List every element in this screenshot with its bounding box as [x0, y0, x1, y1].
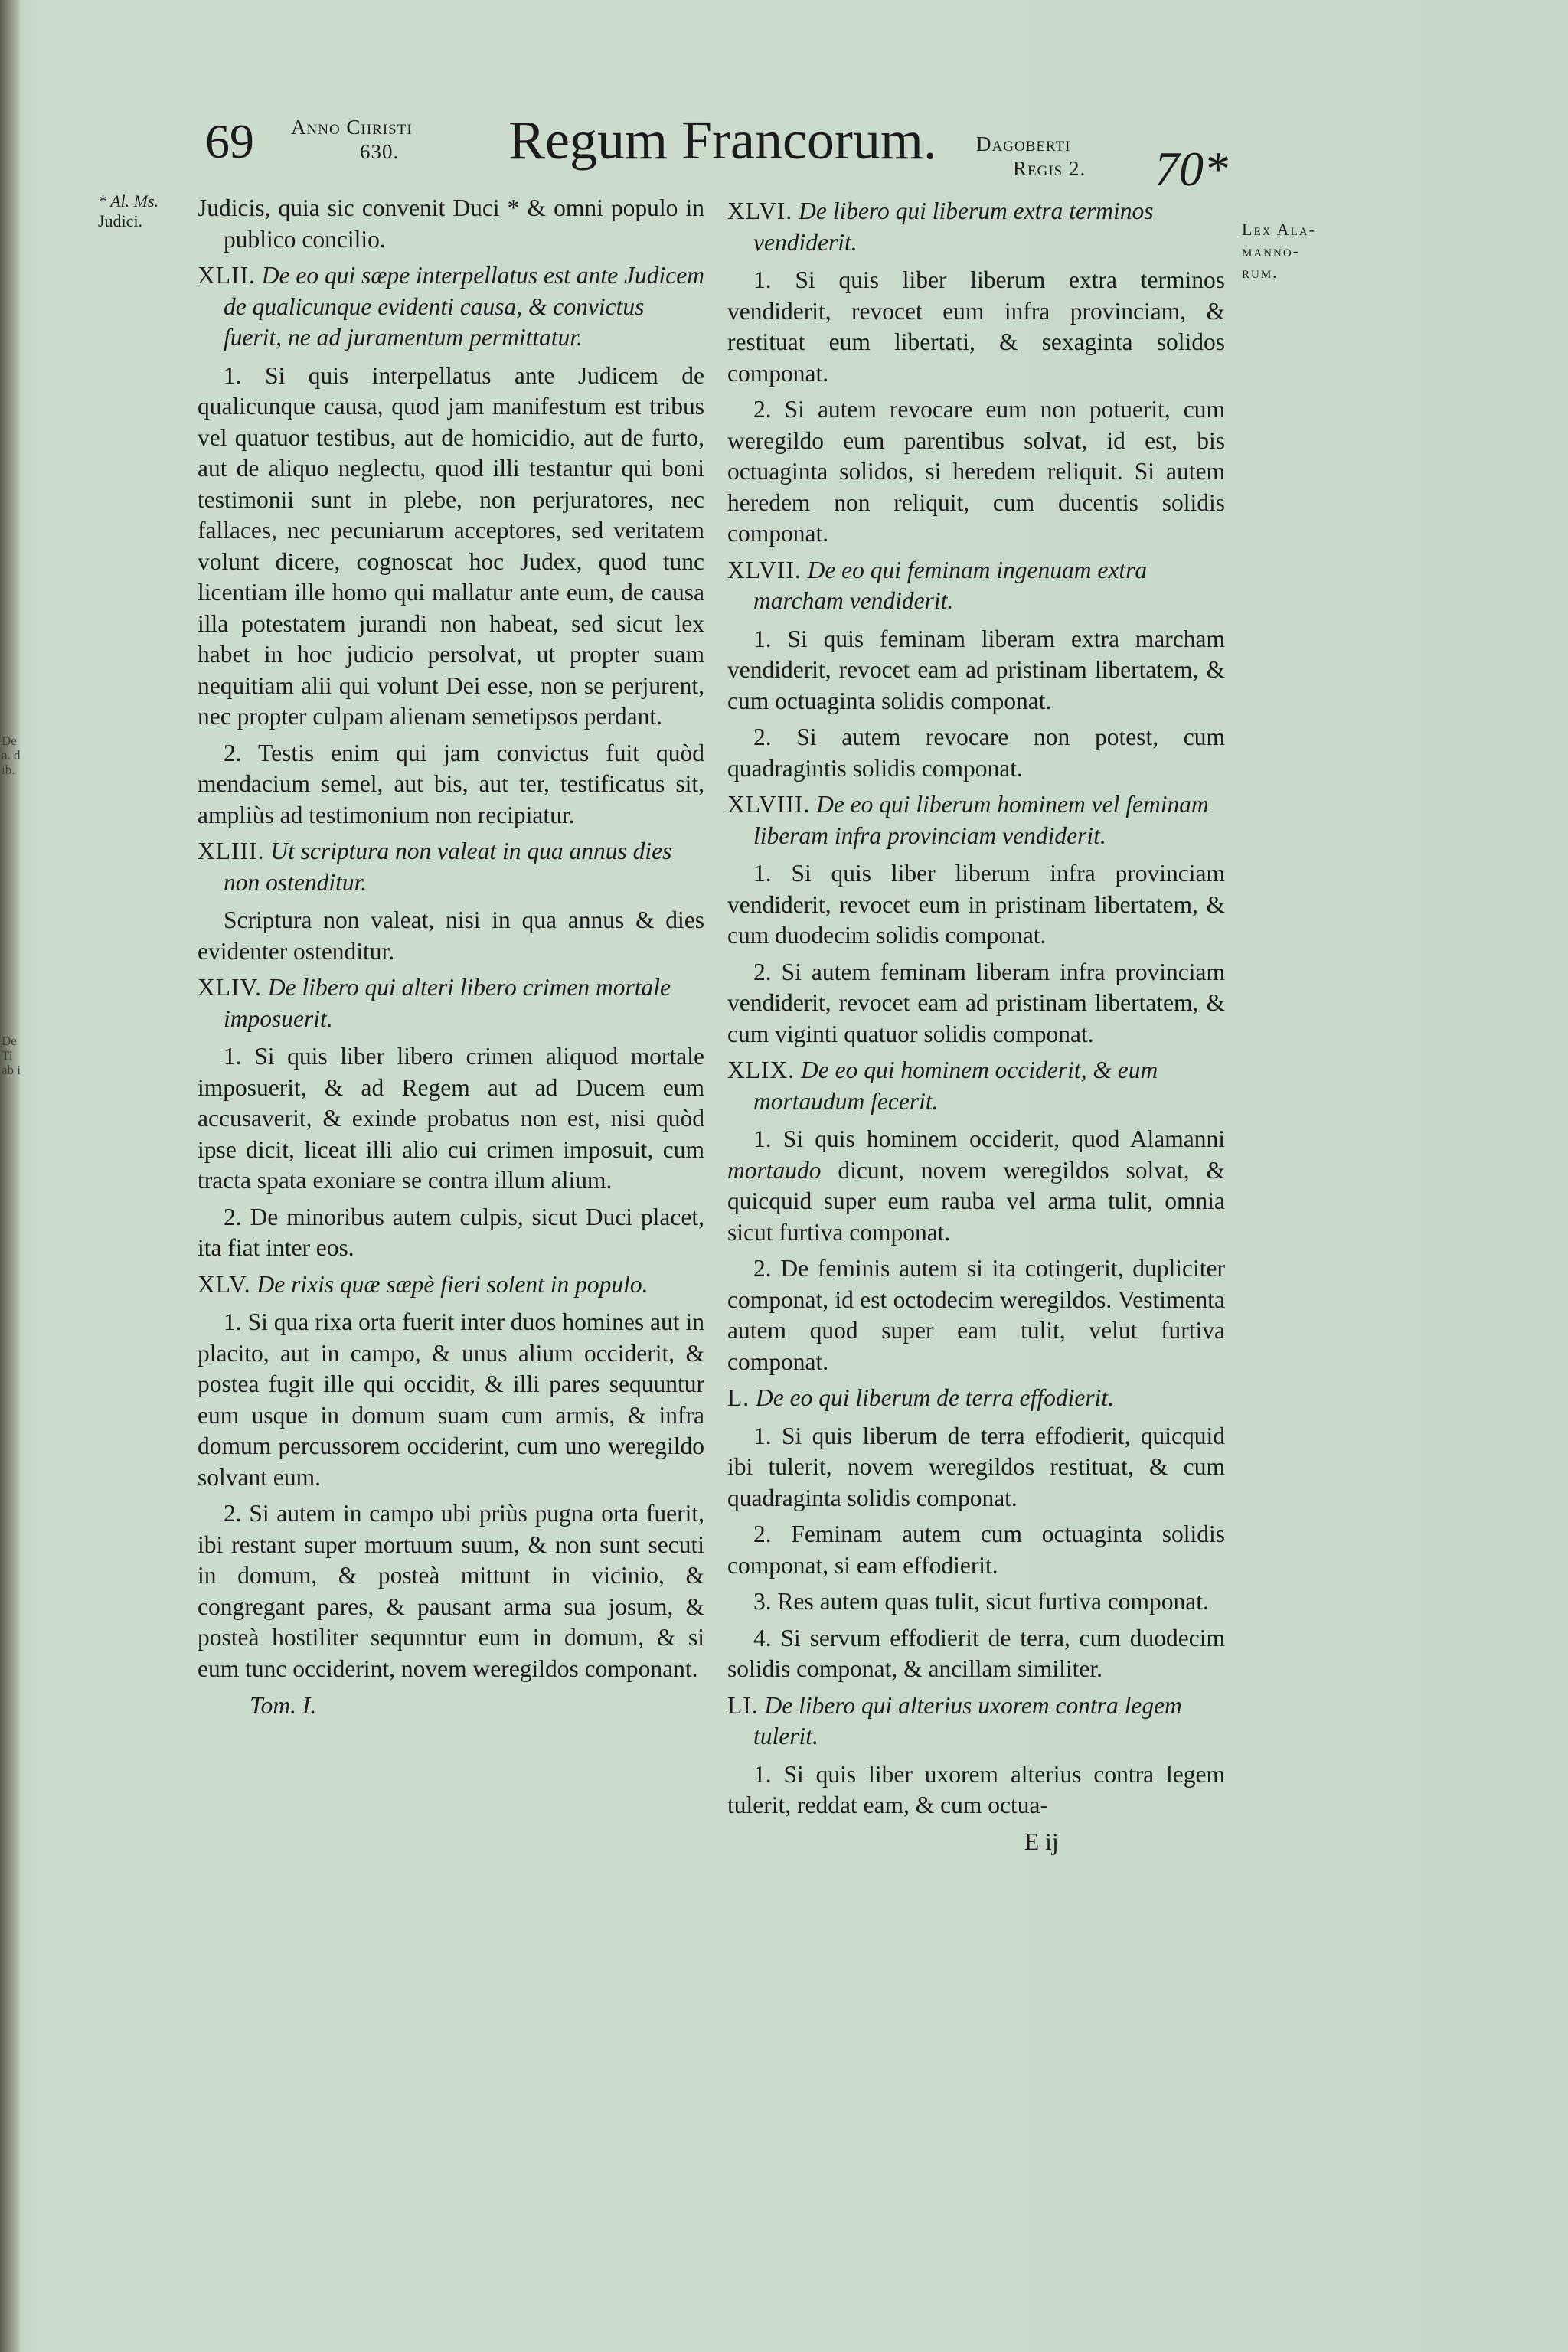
- title-number: XLII.: [198, 262, 256, 289]
- title-number: XLVIII.: [727, 791, 811, 818]
- title-heading: De eo qui feminam ingenuam extra marcham vendiderit.: [753, 556, 1148, 614]
- anno-christi: [291, 115, 413, 164]
- title-xlii: [198, 260, 704, 354]
- paragraph-text: dicunt, novem weregildos solvat, & quicquid super eum rauba vel arma tulit, omnia sicut furtiva componat.: [727, 1156, 1225, 1246]
- paragraph: 1. Si quis liber liberum infra provinciam vendiderit, revocet eum in pristinam libertatem, & cum duodecim solidis componat.: [727, 860, 1225, 949]
- bleed-line: De: [2, 1034, 17, 1048]
- bleed-line: Ti: [2, 1048, 13, 1063]
- title-number: XLVI.: [727, 198, 793, 224]
- title-number: XLV.: [198, 1270, 251, 1298]
- paragraph: 2. Feminam autem cum octuaginta solidis componat, si eam effodierit.: [727, 1521, 1225, 1579]
- paragraph: 1. Si quis liber libero crimen aliquod mortale imposuerit, & ad Regem aut ad Ducem eum accusaverit, & exinde probatus non est, nisi quòd ipse dicit, liceat illi alio cui crimen imposuit, cum tracta spata exoniare se contra illum alium.: [198, 1043, 704, 1194]
- title-xlvii: [727, 555, 1225, 617]
- title-number: XLIV.: [198, 974, 263, 1001]
- page-number-right: 70*: [1155, 142, 1228, 196]
- title-heading: De eo qui liberum hominem vel feminam liberam infra provinciam vendiderit.: [753, 791, 1209, 849]
- side-title-line: Lex Ala-: [1242, 220, 1316, 239]
- title-xlviii: [727, 789, 1225, 851]
- paragraph: 1. Si quis feminam liberam extra marcham vendiderit, revocet eam ad pristinam libertatem, & cum octuaginta solidis componat.: [727, 625, 1225, 714]
- title-heading: De eo qui sæpe interpellatus est ante Judicem de qualicunque evidenti causa, & convictus fuerit, ne ad juramentum permittatur.: [224, 262, 704, 351]
- anno-label: Anno Christi: [291, 116, 413, 139]
- ruler-title: Regis 2.: [1013, 157, 1086, 180]
- paragraph: 1. Si quis liber liberum extra terminos vendiderit, revocet eum infra provinciam, & restituat eum libertati, & sexaginta solidos componat.: [727, 266, 1225, 387]
- side-title-line: manno-: [1242, 241, 1300, 260]
- paragraph: 2. De minoribus autem culpis, sicut Duci placet, ita fiat inter eos.: [198, 1203, 704, 1261]
- bleed-line: a. d: [2, 748, 21, 763]
- side-title-lex-alamannorum: [1242, 219, 1316, 283]
- paragraph: 3. Res autem quas tulit, sicut furtiva componat.: [753, 1588, 1209, 1615]
- title-heading: Ut scriptura non valeat in qua annus dies non ostenditur.: [224, 838, 672, 896]
- paragraph-text: 1. Si quis hominem occiderit, quod Alamanni: [753, 1125, 1225, 1152]
- title-l: [727, 1383, 1225, 1414]
- title-number: L.: [727, 1384, 750, 1411]
- bleed-through-text: [2, 733, 21, 777]
- paragraph: 4. Si servum effodierit de terra, cum duodecim solidis componat, & ancillam similiter.: [727, 1624, 1225, 1682]
- title-xliv: [198, 972, 704, 1034]
- book-binding: [0, 0, 20, 2352]
- title-heading: De libero qui alterius uxorem contra legem tulerit.: [753, 1691, 1182, 1749]
- anno-year: 630.: [360, 140, 400, 163]
- running-title: Regum Francorum.: [508, 109, 937, 171]
- gathering-signature: E ij: [1024, 1828, 1059, 1855]
- marginal-variant-note: [98, 191, 158, 231]
- ruler-heading: [976, 132, 1086, 181]
- title-xlvi: [727, 196, 1225, 258]
- page-number-left: 69: [205, 114, 254, 168]
- paragraph: 2. Si autem revocare eum non potuerit, cum weregildo eum parentibus solvat, id est, bis octuaginta solidos, si heredem reliquit. Si autem heredem non reliquit, cum ducentis solidis componat.: [727, 396, 1225, 547]
- paragraph: 1. Si quis liberum de terra effodierit, quicquid ibi tulerit, novem weregildos restituat, & cum quadraginta solidis componat.: [727, 1422, 1225, 1511]
- variant-source: * Al. Ms.: [98, 191, 159, 211]
- paragraph: 2. De feminis autem si ita cotingerit, dupliciter componat, id est octodecim weregildos. Vestimenta autem quod super eam tulit, velut furtiva componat.: [727, 1255, 1225, 1375]
- bleed-line: ib.: [2, 763, 15, 777]
- bleed-through-text: [2, 1034, 21, 1077]
- title-number: XLVII.: [727, 556, 802, 583]
- bleed-line: ab i: [2, 1063, 21, 1077]
- title-number: XLIII.: [198, 838, 265, 864]
- continued-paragraph: Judicis, quia sic convenit Duci * & omni populo in publico concilio.: [198, 194, 704, 253]
- paragraph: 2. Testis enim qui jam convictus fuit quòd mendacium semel, aut bis, aut ter, testificatus sit, ampliùs ad testimonium non recipiatur.: [198, 739, 704, 828]
- paragraph: Scriptura non valeat, nisi in qua annus & dies evidenter ostenditur.: [198, 906, 704, 965]
- left-column: [198, 193, 704, 1722]
- title-xliii: [198, 836, 704, 898]
- paragraph: 2. Si autem revocare non potest, cum quadragintis solidis componat.: [727, 724, 1225, 782]
- paragraph: 1. Si quis liber uxorem alterius contra legem tulerit, reddat eam, & cum octua-: [727, 1760, 1225, 1818]
- paragraph: 1. Si quis interpellatus ante Judicem de qualicunque causa, quod jam manifestum est tribus vel quatuor testibus, aut de homicidio, aut de furto, aut de aliquo neglectu, quod illi testantur qui boni testimonii sunt in plebe, non perjuratores, nec fallaces, nec pecuniarum acceptores, sed veritatem volunt dicere, cognoscat hoc Judex, quod tunc licentiam ille homo qui mallatur ante eum, de causa illa potestatem jurandi non habeat, sed sicut lex habet in hoc judicio persolvat, ut propter suam nequitiam alii qui volunt Dei esse, non se perjurent, nec propter culpam alienam semetipsos perdant.: [198, 361, 704, 730]
- ruler-name: Dagoberti: [976, 132, 1071, 155]
- title-li: [727, 1690, 1225, 1753]
- paragraph: [727, 1124, 1225, 1248]
- paragraph-italic-term: mortaudo: [727, 1156, 822, 1184]
- right-column: [727, 193, 1225, 1857]
- title-heading: De eo qui liberum de terra effodierit.: [756, 1384, 1115, 1411]
- title-heading: De libero qui liberum extra terminos vendiderit.: [753, 198, 1154, 256]
- volume-signature: Tom. I.: [250, 1692, 317, 1719]
- side-title-line: rum.: [1242, 263, 1279, 282]
- title-heading: De eo qui hominem occiderit, & eum mortaudum fecerit.: [753, 1057, 1158, 1115]
- bleed-line: De: [2, 733, 17, 748]
- variant-reading: Judici.: [98, 211, 143, 230]
- title-xlix: [727, 1055, 1225, 1117]
- title-heading: De rixis quæ sæpè fieri solent in populo.: [256, 1270, 648, 1298]
- paragraph: 2. Si autem in campo ubi priùs pugna orta fuerit, ibi restant super mortuum suum, & non sunt secuti in domum, & posteà mittunt in vicinio, & congregant pares, & pausant arma sua josum, & posteà hostiliter sequnntur eum in domum, & si eum tunc occiderint, novem weregildos componant.: [198, 1500, 704, 1682]
- title-number: XLIX.: [727, 1057, 795, 1083]
- title-number: LI.: [727, 1691, 759, 1719]
- title-xlv: [198, 1269, 704, 1301]
- title-heading: De libero qui alteri libero crimen mortale imposuerit.: [224, 974, 671, 1032]
- paragraph: 2. Si autem feminam liberam infra provinciam vendiderit, revocet eam ad pristinam libertatem, & cum viginti quatuor solidis componat.: [727, 958, 1225, 1047]
- paragraph: 1. Si qua rixa orta fuerit inter duos homines aut in placito, aut in campo, & unus alium occiderit, & postea fugit ille qui occidit, & illi pares sequuntur eum usque in domum suam cum armis, & infra domum percussorem occiderint, cum uno weregildo solvant eum.: [198, 1308, 704, 1491]
